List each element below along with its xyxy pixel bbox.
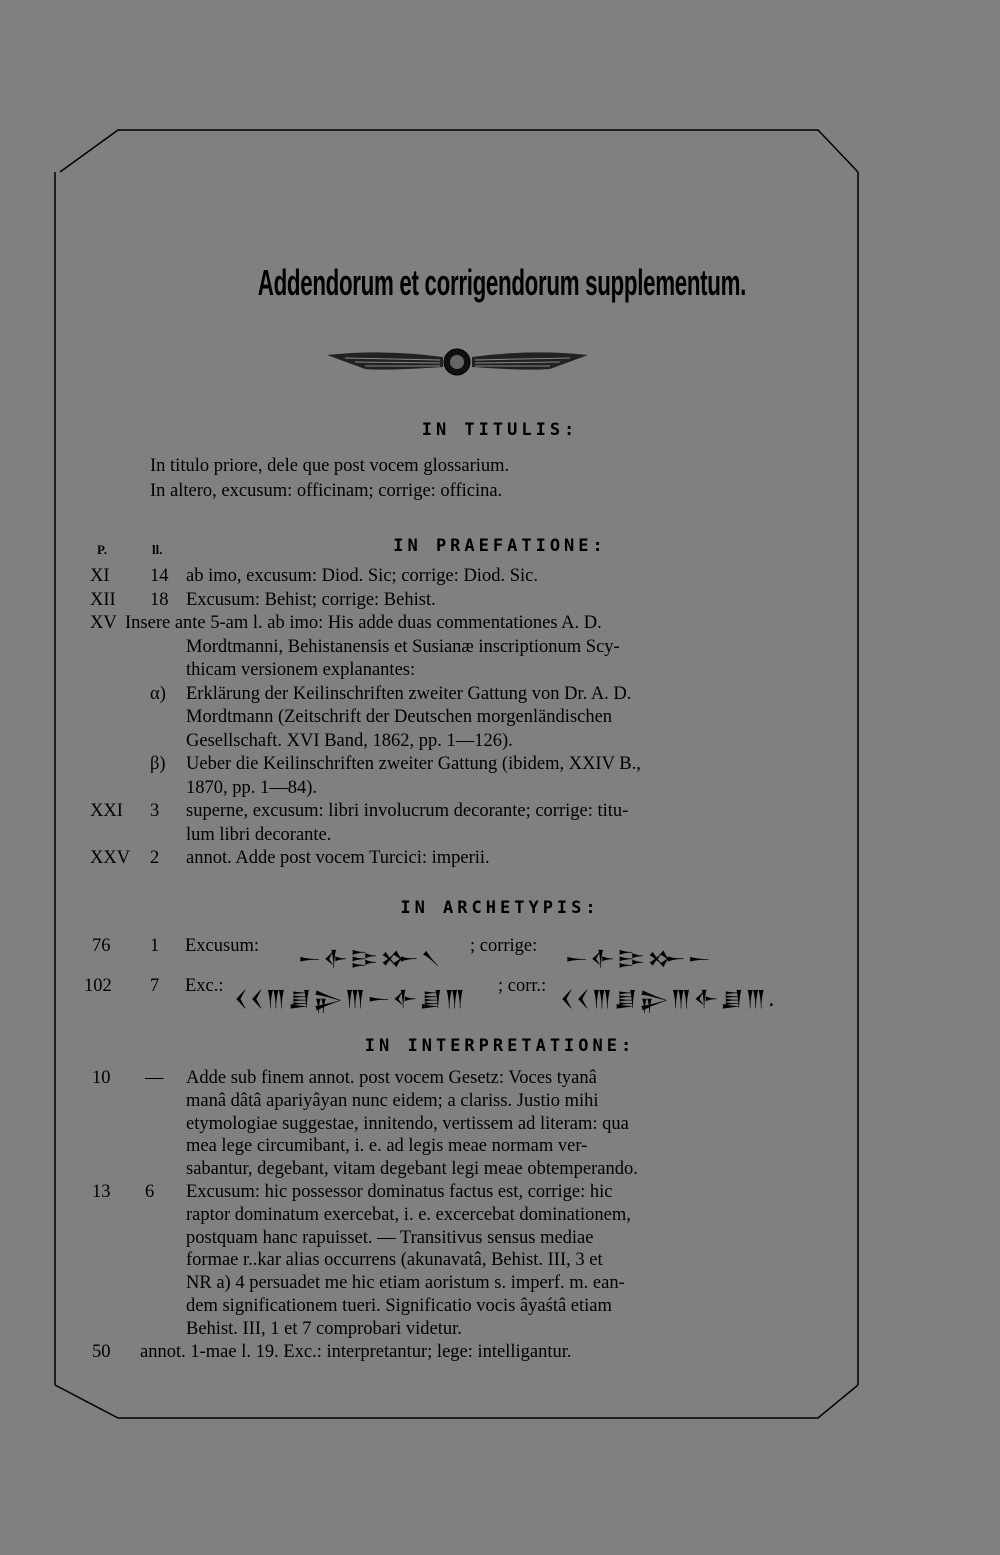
interp-row-line: —	[145, 1068, 164, 1088]
praef-row-line: 2	[150, 848, 160, 868]
archetypis-row-2-label: Exc.:	[185, 976, 224, 996]
praef-row-text: thicam versionem explanantes:	[186, 660, 416, 680]
winged-disk-ornament	[325, 345, 590, 377]
praef-row-text: lum libri decorante.	[186, 824, 332, 845]
heading-archetypis: IN ARCHETYPIS:	[400, 898, 600, 918]
praef-row-text: Excusum: Behist; corrige: Behist.	[186, 589, 436, 610]
praef-row-text: Erklärung der Keilinschriften zweiter Gattung von Dr. A. D.	[186, 683, 632, 704]
praef-row-line: 3	[150, 801, 160, 821]
archetypis-row-1-line: 1	[150, 936, 160, 956]
praef-row-page: XII	[90, 589, 116, 610]
archetypis-row-2-excusum: 𒌋𒌋𒐈𒋗𒉌𒐈𒀸𒅆𒋗𒐈	[234, 987, 467, 1012]
archetypis-row-2-corrige: 𒌋𒌋𒐈𒋗𒉌𒐈𒅆𒋗𒐈.	[560, 987, 777, 1012]
page-title: Addendorum et corrigendorum supplementum.	[257, 262, 747, 303]
praef-row-line: 18	[150, 589, 169, 610]
praef-row-text: Insere ante 5-am l. ab imo: His adde duas commentationes A. D.	[125, 613, 602, 633]
archetypis-row-2-page: 102	[84, 976, 112, 996]
praef-row-text: Mordtmanni, Behistanensis et Susianæ inscriptionum Scy-	[186, 636, 620, 657]
praef-row-page: XV	[90, 613, 117, 633]
interp-row-page: 10	[92, 1068, 111, 1088]
praef-row-text: Mordtmann (Zeitschrift der Deutschen morgenländischen	[186, 707, 613, 727]
praef-row-page: XI	[90, 566, 110, 586]
interp-row-text: mea lege circumibant, i. e. ad legis meae normam ver-	[186, 1136, 588, 1157]
praef-row-text: ab imo, excusum: Diod. Sic; corrige: Diod. Sic.	[186, 566, 538, 586]
interp-row-text: Adde sub finem annot. post vocem Gesetz: Voces tyanâ	[186, 1068, 597, 1088]
praef-row-text: 1870, pp. 1—84).	[186, 777, 318, 798]
praef-row-text: superne, excusum: libri involucrum decorante; corrige: titu-	[186, 801, 629, 821]
interp-row-text: Behist. III, 1 et 7 comprobari videtur.	[186, 1318, 462, 1339]
archetypis-row-1-sep: ; corrige:	[470, 936, 538, 956]
interp-row-page: 50	[92, 1341, 111, 1362]
archetypis-row-1-excusum: 𒀸𒅆𒄿𒁍𒀹	[298, 947, 443, 972]
titulis-line-1: In titulo priore, dele que post vocem glossarium.	[150, 456, 510, 476]
praef-row-line: α)	[150, 683, 166, 704]
interp-row-text: postquam hanc rapuisset. — Transitivus sensus mediae	[186, 1227, 594, 1248]
interp-row-text: annot. 1-mae l. 19. Exc.: interpretantur; lege: intelligantur.	[140, 1341, 572, 1362]
heading-interpretatione: IN INTERPRETATIONE:	[364, 1036, 636, 1056]
praef-row-text: Ueber die Keilinschriften zweiter Gattung (ibidem, XXIV B.,	[186, 754, 641, 774]
heading-praefatione: IN PRAEFATIONE:	[393, 536, 607, 556]
praef-row-line: β)	[150, 754, 166, 774]
archetypis-row-1-page: 76	[92, 936, 111, 956]
interp-row-text: NR a) 4 persuadet me hic etiam aoristum s. imperf. m. ean-	[186, 1273, 625, 1294]
column-header-lines: ll.	[152, 542, 163, 557]
interp-row-text: etymologiae suggestae, innitendo, vertissem ad literam: qua	[186, 1113, 629, 1134]
interp-row-text: sabantur, degebant, vitam degebant legi meae obtemperando.	[186, 1159, 638, 1180]
interp-row-page: 13	[92, 1182, 111, 1202]
archetypis-row-1-corrige: 𒀸𒅆𒄿𒁍𒀸	[565, 947, 713, 972]
praef-row-page: XXV	[90, 848, 131, 868]
interp-row-text: Excusum: hic possessor dominatus factus est, corrige: hic	[186, 1182, 613, 1202]
praef-row-line: 14	[150, 566, 169, 586]
interp-row-text: dem significationem tueri. Significatio vocis âyaśtâ etiam	[186, 1296, 612, 1316]
praef-row-text: Gesellschaft. XVI Band, 1862, pp. 1—126).	[186, 730, 513, 751]
interp-row-line: 6	[145, 1182, 155, 1202]
praef-row-text: annot. Adde post vocem Turcici: imperii.	[186, 848, 490, 868]
heading-titulis: IN TITULIS:	[421, 420, 579, 440]
archetypis-row-1-label: Excusum:	[185, 936, 259, 956]
column-header-page: P.	[97, 542, 107, 557]
interp-row-text: manâ dâtâ apariyâyan nunc eidem; a clariss. Justio mihi	[186, 1090, 599, 1111]
archetypis-row-2-sep: ; corr.:	[498, 976, 547, 996]
praef-row-page: XXI	[90, 801, 123, 821]
archetypis-row-2-line: 7	[150, 976, 160, 996]
interp-row-text: raptor dominatum exercebat, i. e. excercebat dominationem,	[186, 1204, 631, 1225]
titulis-line-2: In altero, excusum: officinam; corrige: officina.	[150, 481, 503, 501]
interp-row-text: formae r..kar alias occurrens (akunavatâ, Behist. III, 3 et	[186, 1250, 603, 1271]
